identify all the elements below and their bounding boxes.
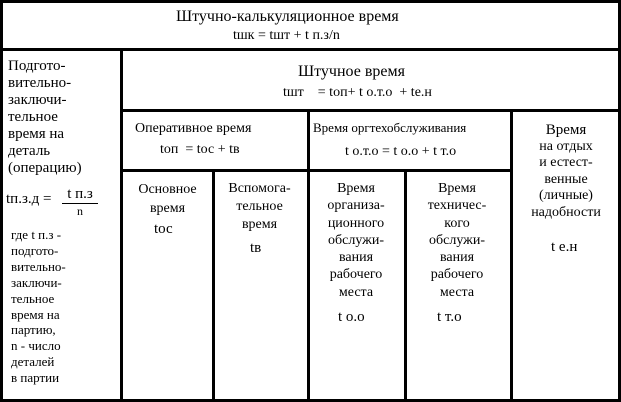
divider-left-column bbox=[120, 48, 123, 402]
rest-time-label: Время на отдых и естест- венные (личные) надобности bbox=[531, 122, 601, 220]
divider-piece-time bbox=[120, 109, 621, 112]
tech-service-time-label: Время техничес- кого обслужи- вания рабочего места bbox=[427, 181, 487, 300]
fraction-numerator: t п.з bbox=[62, 186, 98, 204]
operative-time-formula: tоп = tос + tв bbox=[160, 142, 240, 157]
rest-time-symbol: t е.н bbox=[551, 239, 578, 255]
piece-time-formula: tшт = tоп+ t о.т.о + tе.н bbox=[283, 85, 432, 100]
service-time-formula: t о.т.о = t о.о + t т.о bbox=[345, 144, 457, 159]
service-time-title: Время оргтехобслуживания bbox=[313, 120, 467, 135]
aux-time-symbol: tв bbox=[250, 240, 262, 256]
prep-final-description: где t п.з - подгото- вительно- заключи- тельное время на партию, n - число деталей в партии bbox=[11, 227, 66, 386]
piece-calc-time-title: Штучно-калькуляционное время bbox=[176, 8, 399, 25]
main-time-symbol: tос bbox=[154, 221, 173, 237]
operative-time-title: Оперативное время bbox=[135, 121, 252, 136]
main-time-label: Основное время bbox=[138, 182, 197, 216]
org-service-time-label: Время организа- ционного обслужи- вания рабочего места bbox=[327, 181, 385, 300]
divider-subsections bbox=[120, 169, 512, 172]
piece-time-title: Штучное время bbox=[298, 63, 405, 80]
divider-top bbox=[0, 48, 621, 51]
aux-time-label: Вспомога- тельное время bbox=[228, 181, 291, 232]
org-service-time-symbol: t о.о bbox=[338, 309, 365, 325]
fraction-denominator: n bbox=[77, 204, 83, 218]
tech-service-time-symbol: t т.о bbox=[437, 309, 462, 325]
prep-final-fraction bbox=[62, 186, 98, 219]
piece-calc-time-formula: tшк = tшт + t п.з/n bbox=[233, 28, 340, 43]
prep-final-time-label: Подгото- вительно- заключи- тельное время на деталь (операцию) bbox=[8, 58, 82, 176]
prep-final-formula-lhs: tп.з.д = bbox=[6, 191, 52, 207]
